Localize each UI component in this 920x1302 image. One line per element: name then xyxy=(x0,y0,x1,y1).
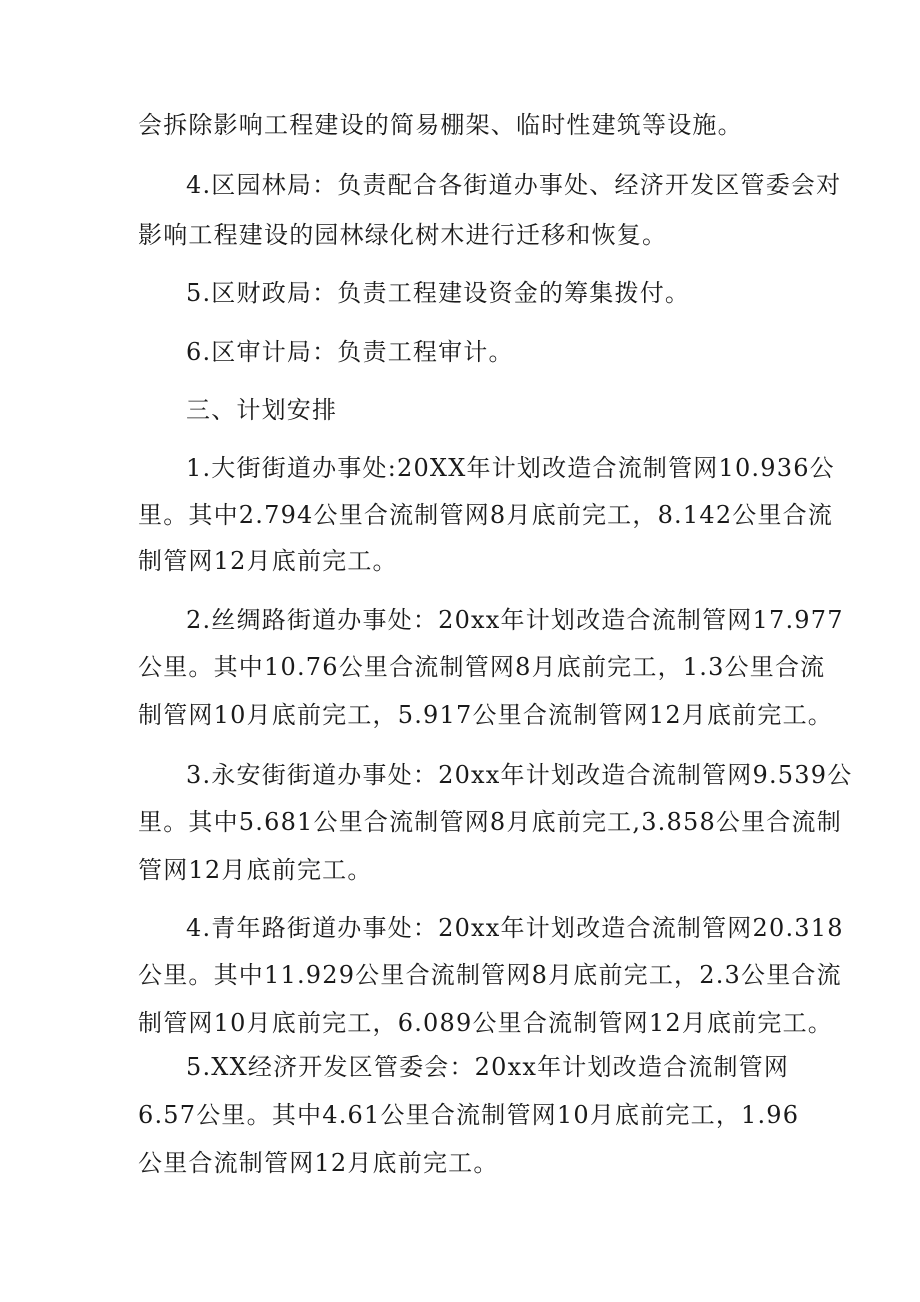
text-line: 管网12月底前完工。 xyxy=(138,856,373,884)
text-line: 制管网10月底前完工，6.089公里合流制管网12月底前完工。 xyxy=(138,1009,833,1037)
text-line: 制管网12月底前完工。 xyxy=(138,547,398,575)
text-line: 1.大街街道办事处:20XX年计划改造合流制管网10.936公 xyxy=(186,454,835,482)
text-line: 4.区园林局：负责配合各街道办事处、经济开发区管委会对 xyxy=(186,171,842,199)
text-line: 会拆除影响工程建设的简易棚架、临时性建筑等设施。 xyxy=(138,111,743,139)
text-line: 6.57公里。其中4.61公里合流制管网10月底前完工，1.96 xyxy=(138,1101,800,1129)
text-line: 制管网10月底前完工，5.917公里合流制管网12月底前完工。 xyxy=(138,701,833,729)
text-line: 里。其中5.681公里合流制管网8月底前完工,3.858公里合流制 xyxy=(138,808,842,836)
text-line: 影响工程建设的园林绿化树木进行迁移和恢复。 xyxy=(138,221,668,249)
text-line: 3.永安街街道办事处：20xx年计划改造合流制管网9.539公 xyxy=(186,761,853,789)
section-heading: 三、计划安排 xyxy=(186,396,338,424)
text-line: 5.区财政局：负责工程建设资金的筹集拨付。 xyxy=(186,279,691,307)
text-line: 5.XX经济开发区管委会：20xx年计划改造合流制管网 xyxy=(186,1053,790,1081)
text-line: 公里合流制管网12月底前完工。 xyxy=(138,1149,499,1177)
text-line: 公里。其中11.929公里合流制管网8月底前完工，2.3公里合流 xyxy=(138,961,842,989)
text-line: 2.丝绸路街道办事处：20xx年计划改造合流制管网17.977 xyxy=(186,606,844,634)
text-line: 6.区审计局：负责工程审计。 xyxy=(186,338,514,366)
text-line: 4.青年路街道办事处：20xx年计划改造合流制管网20.318 xyxy=(186,914,844,942)
text-line: 公里。其中10.76公里合流制管网8月底前完工，1.3公里合流 xyxy=(138,653,826,681)
text-line: 里。其中2.794公里合流制管网8月底前完工，8.142公里合流 xyxy=(138,501,834,529)
